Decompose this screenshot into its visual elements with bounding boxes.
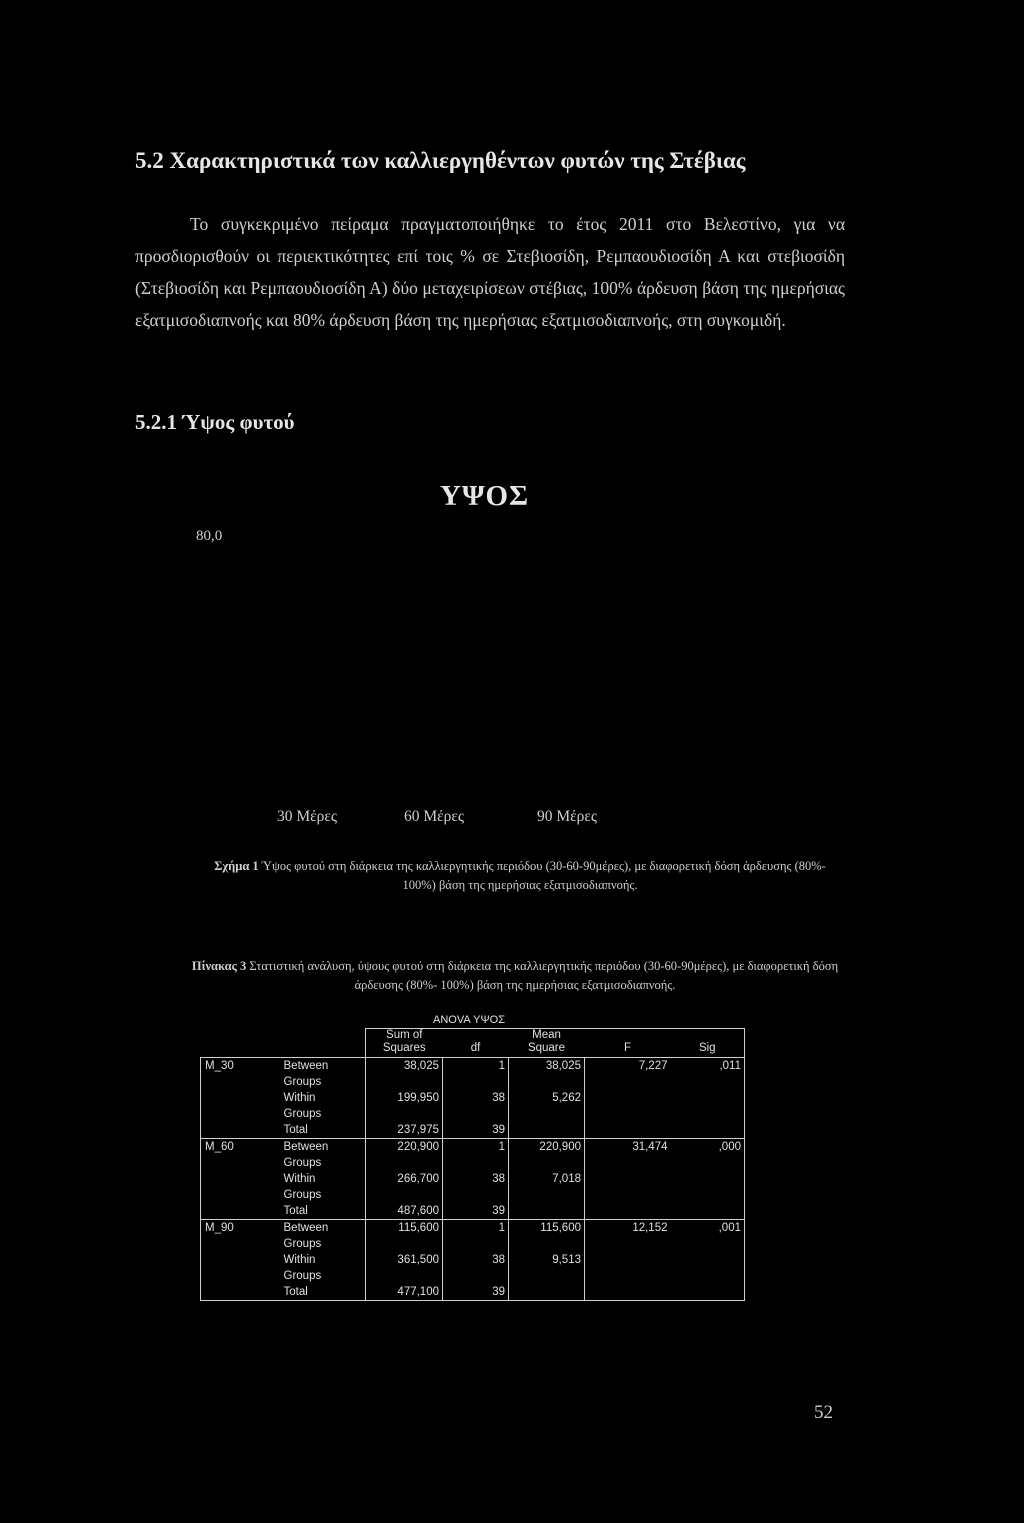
header-f: F [585, 1029, 671, 1058]
figure-caption-text: Ύψος φυτού στη διάρκεια της καλλιεργητικής περιόδου (30-60-90μέρες), με διαφορετική δόση άρδευσης (80%- 100%) βάση της ημερήσιας εξατμισοδιαπνοής. [258, 859, 826, 892]
chart-title: ΥΨΟΣ [440, 480, 530, 512]
intro-paragraph [135, 208, 845, 336]
anova-header-row [201, 1029, 745, 1058]
anova-title: ANOVA ΥΨΟΣ [433, 1014, 506, 1026]
table-row [201, 1203, 745, 1220]
intro-paragraph-text: Το συγκεκριμένο πείραμα πραγματοποιήθηκε το έτος 2011 στο Βελεστίνο, για να προσδιορισθούν οι περιεκτικότητες επί τοις % σε Στεβιοσίδη, Ρεμπαουδιοσίδη Α και στεβιοσίδη (Στεβιοσίδη και Ρεμπαουδιοσίδη Α) δύο μεταχειρίσεων στέβιας, 100% άρδευση βάση της ημερήσιας εξατμισοδιαπνοής και 80% άρδευση βάση της ημερήσιας εξατμισοδιαπνοής, στη συγκομιδή. [135, 214, 845, 330]
group-label: M_90 [201, 1220, 282, 1253]
table-row [201, 1284, 745, 1301]
table-row [201, 1122, 745, 1139]
df-cell: 39 [443, 1203, 509, 1220]
mean-square-cell: 7,018 [509, 1171, 585, 1203]
sig-cell: ,001 [671, 1220, 745, 1253]
sum-of-squares-cell: 237,975 [366, 1122, 443, 1139]
y-tick-label: 80,0 [196, 528, 223, 544]
header-df: df [443, 1029, 509, 1058]
df-cell: 39 [443, 1122, 509, 1139]
table-row [201, 1252, 745, 1284]
f-cell [585, 1252, 671, 1284]
table-caption-label: Πίνακας 3 [191, 959, 247, 973]
group-label [201, 1090, 282, 1122]
f-cell [585, 1171, 671, 1203]
sum-of-squares-cell: 361,500 [366, 1252, 443, 1284]
sum-of-squares-cell: 266,700 [366, 1171, 443, 1203]
sum-of-squares-cell: 487,600 [366, 1203, 443, 1220]
source-label: Total [283, 1205, 308, 1217]
sub-heading: 5.2.1 Ύψος φυτού [135, 410, 295, 434]
figure-caption [200, 857, 840, 895]
sig-cell [671, 1122, 745, 1139]
sig-cell [671, 1284, 745, 1301]
sig-cell [671, 1203, 745, 1220]
section-heading: 5.2 Χαρακτηριστικά των καλλιεργηθέντων φυτών της Στέβιας [135, 148, 746, 173]
f-cell: 31,474 [585, 1139, 671, 1172]
sig-cell: ,000 [671, 1139, 745, 1172]
x-tick-60: 60 Μέρες [403, 808, 465, 825]
df-cell: 1 [443, 1058, 509, 1091]
header-sig: Sig [671, 1029, 745, 1058]
df-cell: 1 [443, 1220, 509, 1253]
header-sum-of-squares: Sum of Squares [366, 1029, 443, 1058]
source-label: Between Groups [282, 1058, 366, 1091]
group-label [201, 1284, 282, 1301]
page-number: 52 [814, 1402, 833, 1423]
table-row [201, 1220, 745, 1253]
sig-cell [671, 1252, 745, 1284]
mean-square-cell [509, 1284, 585, 1301]
source-label: Within Groups [283, 1173, 322, 1201]
f-cell [585, 1122, 671, 1139]
x-tick-90: 90 Μέρες [536, 808, 598, 825]
mean-square-cell [509, 1203, 585, 1220]
mean-square-cell: 115,600 [509, 1220, 585, 1253]
group-label: M_60 [201, 1139, 282, 1172]
table-row [201, 1058, 745, 1091]
group-label [201, 1122, 282, 1139]
source-label: Total [283, 1124, 308, 1136]
group-label: M_30 [201, 1058, 282, 1091]
f-cell [585, 1090, 671, 1122]
df-cell: 39 [443, 1284, 509, 1301]
sig-cell [671, 1171, 745, 1203]
figure-caption-label: Σχήμα 1 [214, 859, 259, 873]
sig-cell [671, 1090, 745, 1122]
table-caption-text: Στατιστική ανάλυση, ύψους φυτού στη διάρκεια της καλλιεργητικής περιόδου (30-60-90μέρες), με διαφορετική δόση άρδευσης (80%- 100%) βάση της ημερήσιας εξατμισοδιαπνοής. [246, 959, 839, 992]
mean-square-cell: 5,262 [509, 1090, 585, 1122]
table-caption [170, 957, 860, 995]
table-row [201, 1139, 745, 1172]
header-empty-1 [201, 1029, 282, 1058]
table-row [201, 1171, 745, 1203]
sum-of-squares-cell: 115,600 [366, 1220, 443, 1253]
df-cell: 38 [443, 1090, 509, 1122]
df-cell: 38 [443, 1252, 509, 1284]
mean-square-cell: 220,900 [509, 1139, 585, 1172]
f-cell: 12,152 [585, 1220, 671, 1253]
df-cell: 38 [443, 1171, 509, 1203]
source-label: Within Groups [283, 1092, 322, 1120]
group-label [201, 1252, 282, 1284]
source-label: Total [282, 1284, 366, 1301]
f-cell [585, 1203, 671, 1220]
group-label [201, 1203, 282, 1220]
mean-square-cell [509, 1122, 585, 1139]
sig-cell: ,011 [671, 1058, 745, 1091]
anova-table [200, 1028, 745, 1301]
source-label: Between Groups [282, 1220, 366, 1253]
sum-of-squares-cell: 38,025 [366, 1058, 443, 1091]
group-label [201, 1171, 282, 1203]
f-cell: 7,227 [585, 1058, 671, 1091]
sum-of-squares-cell: 477,100 [366, 1284, 443, 1301]
source-label: Between Groups [282, 1139, 366, 1172]
sum-of-squares-cell: 220,900 [366, 1139, 443, 1172]
table-row [201, 1090, 745, 1122]
header-empty-2 [282, 1029, 366, 1058]
f-cell [585, 1284, 671, 1301]
header-mean-square: Mean Square [509, 1029, 585, 1058]
sum-of-squares-cell: 199,950 [366, 1090, 443, 1122]
x-tick-30: 30 Μέρες [276, 808, 338, 825]
source-label: Within Groups [283, 1254, 322, 1282]
df-cell: 1 [443, 1139, 509, 1172]
mean-square-cell: 9,513 [509, 1252, 585, 1284]
mean-square-cell: 38,025 [509, 1058, 585, 1091]
